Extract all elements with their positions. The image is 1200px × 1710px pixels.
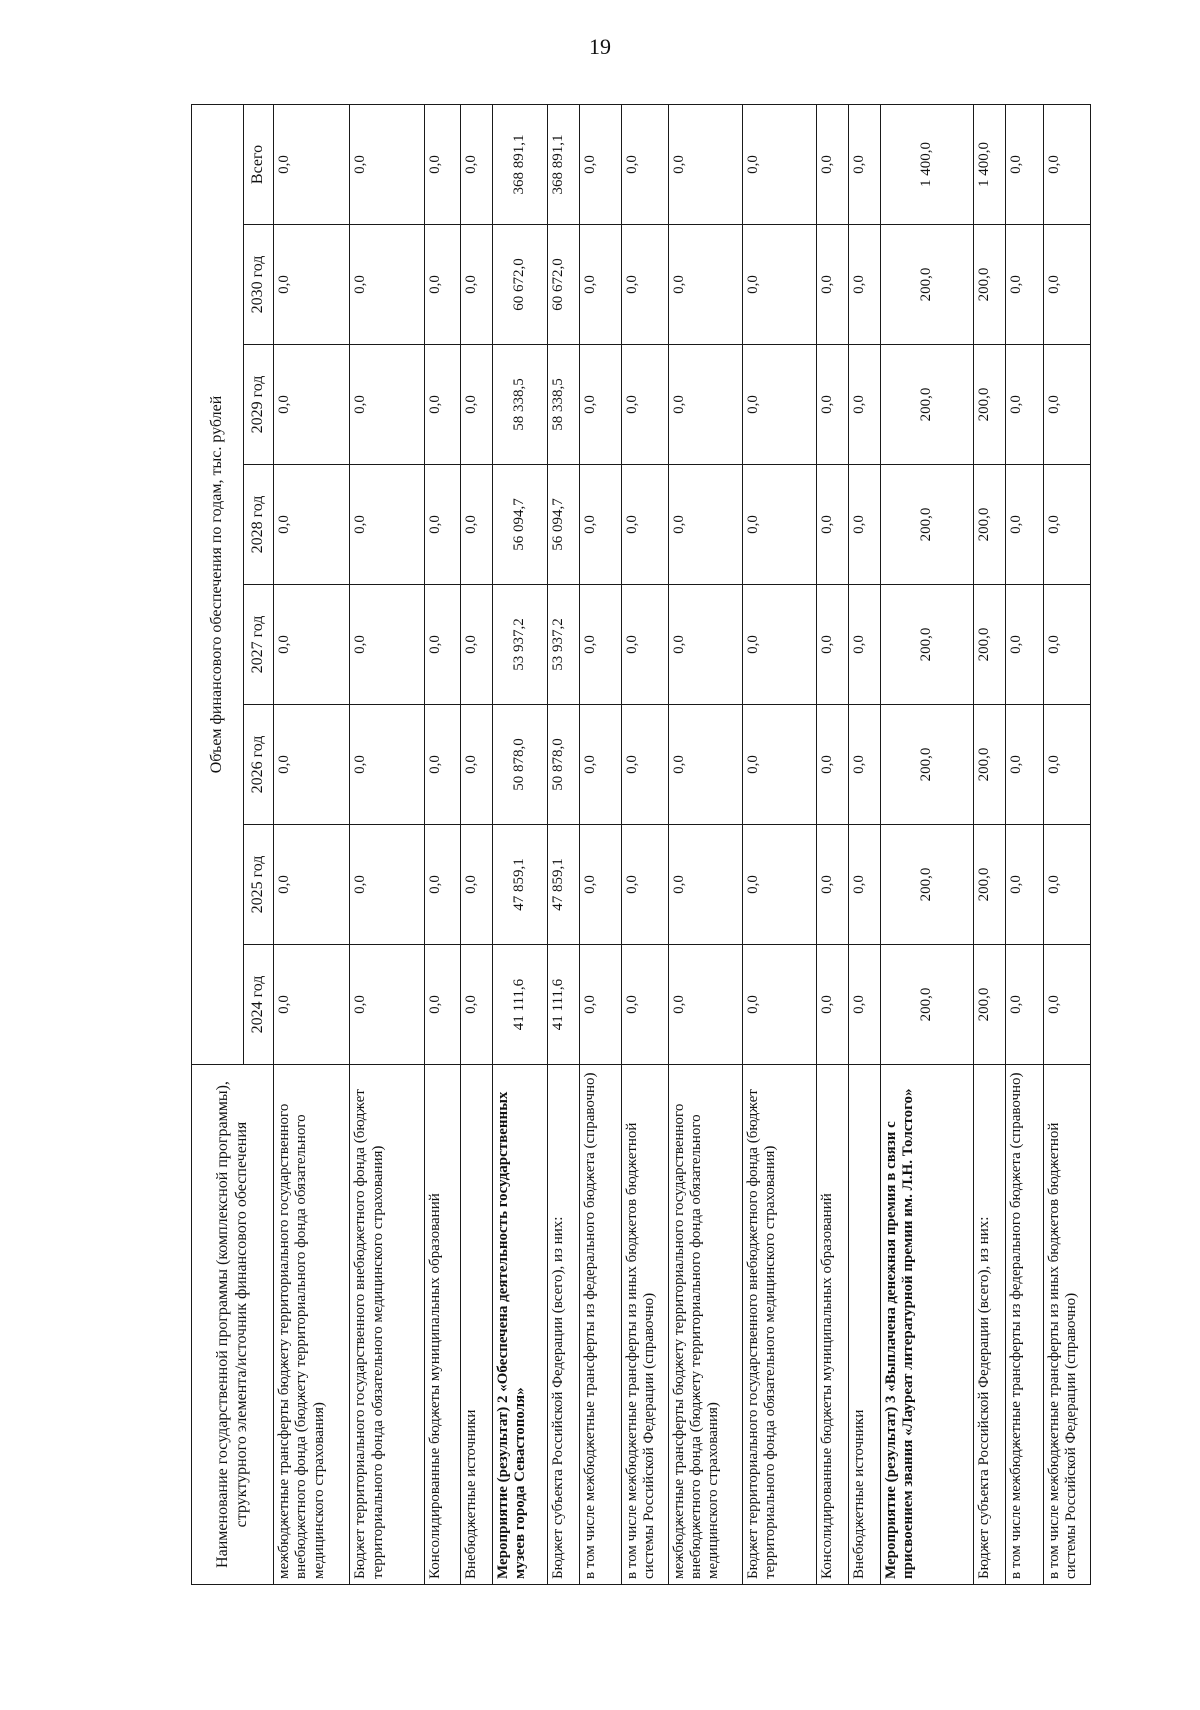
year-header: 2030 год [244, 225, 274, 345]
value-cell: 0,0 [350, 825, 424, 945]
table-row [849, 104, 881, 1584]
value-cell: 0,0 [350, 585, 424, 705]
table-body [274, 104, 1091, 1584]
activity-row [880, 104, 973, 1584]
value-cell: 0,0 [849, 705, 881, 825]
value-cell: 0,0 [460, 945, 492, 1065]
year-header: 2028 год [244, 465, 274, 585]
value-cell: 0,0 [621, 705, 668, 825]
table-header [192, 104, 274, 1584]
value-cell: 0,0 [579, 825, 621, 945]
value-cell: 60 672,0 [492, 225, 547, 345]
row-name-cell: Бюджет субъекта Российской Федерации (всего), из них: [974, 1065, 1006, 1585]
year-header: 2029 год [244, 345, 274, 465]
value-cell: 0,0 [742, 225, 816, 345]
value-cell: 0,0 [668, 705, 742, 825]
value-cell: 0,0 [621, 585, 668, 705]
value-cell: 0,0 [1044, 825, 1091, 945]
value-cell: 0,0 [668, 825, 742, 945]
table-row [424, 104, 460, 1584]
year-header: 2024 год [244, 945, 274, 1065]
total-cell: 368 891,1 [547, 104, 579, 224]
value-cell: 0,0 [668, 465, 742, 585]
value-cell: 50 878,0 [492, 705, 547, 825]
row-name-cell: Бюджет территориального государственного внебюджетного фонда (бюджет территориального фонда обязательного медицинского страхования) [350, 1065, 424, 1585]
value-cell: 0,0 [817, 585, 849, 705]
value-cell: 0,0 [579, 465, 621, 585]
value-cell: 41 111,6 [547, 945, 579, 1065]
value-cell: 0,0 [1044, 345, 1091, 465]
value-cell: 200,0 [880, 945, 973, 1065]
table-row [350, 104, 424, 1584]
value-cell: 0,0 [1044, 705, 1091, 825]
year-header: 2025 год [244, 825, 274, 945]
value-cell: 0,0 [817, 945, 849, 1065]
table-row [274, 104, 350, 1584]
value-cell: 47 859,1 [547, 825, 579, 945]
value-cell: 0,0 [460, 225, 492, 345]
table-row [668, 104, 742, 1584]
value-cell: 0,0 [1006, 225, 1044, 345]
value-cell: 41 111,6 [492, 945, 547, 1065]
total-cell: 0,0 [350, 104, 424, 224]
value-cell: 0,0 [1044, 585, 1091, 705]
value-cell: 200,0 [880, 345, 973, 465]
value-cell: 0,0 [424, 585, 460, 705]
value-cell: 0,0 [274, 345, 350, 465]
total-cell: 0,0 [621, 104, 668, 224]
value-cell: 0,0 [460, 585, 492, 705]
value-cell: 0,0 [742, 825, 816, 945]
value-cell: 0,0 [274, 705, 350, 825]
value-cell: 0,0 [1006, 705, 1044, 825]
value-cell: 0,0 [817, 345, 849, 465]
name-column-header: Наименование государственной программы (комплексной программы), структурного элемента/источник финансового обеспечения [192, 1065, 274, 1585]
total-cell: 368 891,1 [492, 104, 547, 224]
value-cell: 56 094,7 [492, 465, 547, 585]
value-cell: 0,0 [849, 225, 881, 345]
value-cell: 58 338,5 [547, 345, 579, 465]
page-number: 19 [589, 34, 611, 59]
row-name-cell: в том числе межбюджетные трансферты из федерального бюджета (справочно) [1006, 1065, 1044, 1585]
value-cell: 0,0 [350, 345, 424, 465]
value-cell: 0,0 [849, 945, 881, 1065]
value-cell: 0,0 [424, 945, 460, 1065]
value-cell: 200,0 [974, 945, 1006, 1065]
table-row [817, 104, 849, 1584]
table-row [1044, 104, 1091, 1584]
value-cell: 0,0 [1006, 825, 1044, 945]
value-cell: 58 338,5 [492, 345, 547, 465]
value-cell: 200,0 [880, 585, 973, 705]
value-cell: 0,0 [817, 705, 849, 825]
table-row [621, 104, 668, 1584]
total-header: Всего [244, 104, 274, 224]
row-name-cell: межбюджетные трансферты бюджету территориального государственного внебюджетного фонда (бюджету территориального фонда обязательного медицинского страхования) [274, 1065, 350, 1585]
funding-table [191, 104, 1091, 1585]
row-name-cell: Консолидированные бюджеты муниципальных образований [817, 1065, 849, 1585]
value-cell: 0,0 [1044, 465, 1091, 585]
value-cell: 0,0 [849, 585, 881, 705]
value-cell: 200,0 [880, 705, 973, 825]
value-cell: 53 937,2 [492, 585, 547, 705]
value-cell: 0,0 [1006, 945, 1044, 1065]
value-cell: 0,0 [668, 585, 742, 705]
value-cell: 200,0 [974, 705, 1006, 825]
volume-header: Объем финансового обеспечения по годам, тыс. рублей [192, 104, 244, 1064]
row-name-cell: межбюджетные трансферты бюджету территориального государственного внебюджетного фонда (бюджету территориального фонда обязательного медицинского страхования) [668, 1065, 742, 1585]
value-cell: 0,0 [350, 225, 424, 345]
table-row [579, 104, 621, 1584]
total-cell: 0,0 [274, 104, 350, 224]
value-cell: 0,0 [742, 945, 816, 1065]
value-cell: 0,0 [274, 225, 350, 345]
year-header: 2027 год [244, 585, 274, 705]
total-cell: 0,0 [460, 104, 492, 224]
row-name-cell: Бюджет территориального государственного внебюджетного фонда (бюджет территориального фонда обязательного медицинского страхования) [742, 1065, 816, 1585]
value-cell: 0,0 [621, 945, 668, 1065]
table-row [742, 104, 816, 1584]
total-cell: 0,0 [742, 104, 816, 224]
row-name-cell: Внебюджетные источники [460, 1065, 492, 1585]
value-cell: 0,0 [817, 465, 849, 585]
total-cell: 1 400,0 [880, 104, 973, 224]
value-cell: 0,0 [579, 585, 621, 705]
value-cell: 0,0 [424, 465, 460, 585]
value-cell: 0,0 [668, 345, 742, 465]
value-cell: 0,0 [350, 465, 424, 585]
total-cell: 0,0 [668, 104, 742, 224]
value-cell: 0,0 [1006, 345, 1044, 465]
total-cell: 0,0 [424, 104, 460, 224]
value-cell: 0,0 [1044, 225, 1091, 345]
table-row [974, 104, 1006, 1584]
value-cell: 0,0 [621, 825, 668, 945]
value-cell: 56 094,7 [547, 465, 579, 585]
row-name-cell: Консолидированные бюджеты муниципальных образований [424, 1065, 460, 1585]
value-cell: 0,0 [460, 465, 492, 585]
value-cell: 0,0 [621, 465, 668, 585]
value-cell: 0,0 [350, 945, 424, 1065]
value-cell: 0,0 [424, 825, 460, 945]
row-name-cell: Мероприятие (результат) 2 «Обеспечена деятельность государственных музеев города Севастополя» [492, 1065, 547, 1585]
value-cell: 53 937,2 [547, 585, 579, 705]
row-name-cell: Внебюджетные источники [849, 1065, 881, 1585]
value-cell: 0,0 [1006, 465, 1044, 585]
total-cell: 0,0 [817, 104, 849, 224]
value-cell: 0,0 [668, 945, 742, 1065]
row-name-cell: в том числе межбюджетные трансферты из иных бюджетов бюджетной системы Российской Федерации (справочно) [621, 1065, 668, 1585]
total-cell: 0,0 [1044, 104, 1091, 224]
table-row [460, 104, 492, 1584]
value-cell: 60 672,0 [547, 225, 579, 345]
value-cell: 0,0 [621, 225, 668, 345]
value-cell: 0,0 [460, 825, 492, 945]
value-cell: 0,0 [424, 705, 460, 825]
value-cell: 0,0 [579, 345, 621, 465]
value-cell: 0,0 [1044, 945, 1091, 1065]
value-cell: 0,0 [579, 225, 621, 345]
value-cell: 0,0 [817, 825, 849, 945]
value-cell: 0,0 [424, 225, 460, 345]
value-cell: 0,0 [742, 345, 816, 465]
value-cell: 50 878,0 [547, 705, 579, 825]
table-row [1006, 104, 1044, 1584]
value-cell: 200,0 [974, 825, 1006, 945]
total-cell: 1 400,0 [974, 104, 1006, 224]
value-cell: 200,0 [880, 825, 973, 945]
value-cell: 0,0 [668, 225, 742, 345]
value-cell: 0,0 [742, 465, 816, 585]
value-cell: 200,0 [974, 225, 1006, 345]
value-cell: 0,0 [742, 705, 816, 825]
row-name-cell: Бюджет субъекта Российской Федерации (всего), из них: [547, 1065, 579, 1585]
value-cell: 0,0 [621, 345, 668, 465]
value-cell: 0,0 [742, 585, 816, 705]
total-cell: 0,0 [849, 104, 881, 224]
value-cell: 200,0 [880, 225, 973, 345]
value-cell: 0,0 [849, 825, 881, 945]
value-cell: 0,0 [274, 945, 350, 1065]
total-cell: 0,0 [579, 104, 621, 224]
value-cell: 0,0 [274, 825, 350, 945]
value-cell: 0,0 [579, 705, 621, 825]
activity-row [492, 104, 547, 1584]
value-cell: 0,0 [460, 705, 492, 825]
value-cell: 0,0 [274, 465, 350, 585]
table-row [547, 104, 579, 1584]
value-cell: 0,0 [274, 585, 350, 705]
value-cell: 0,0 [350, 705, 424, 825]
row-name-cell: в том числе межбюджетные трансферты из федерального бюджета (справочно) [579, 1065, 621, 1585]
value-cell: 200,0 [974, 585, 1006, 705]
value-cell: 0,0 [849, 345, 881, 465]
value-cell: 0,0 [579, 945, 621, 1065]
value-cell: 0,0 [460, 345, 492, 465]
year-header: 2026 год [244, 705, 274, 825]
value-cell: 0,0 [817, 225, 849, 345]
total-cell: 0,0 [1006, 104, 1044, 224]
row-name-cell: Мероприятие (результат) 3 «Выплачена денежная премия в связи с присвоением звания «Лауреат литературной премии им. Л.Н. Толстого» [880, 1065, 973, 1585]
value-cell: 0,0 [849, 465, 881, 585]
value-cell: 0,0 [1006, 585, 1044, 705]
rotated-table-container [191, 105, 1091, 1585]
row-name-cell: в том числе межбюджетные трансферты из иных бюджетов бюджетной системы Российской Федерации (справочно) [1044, 1065, 1091, 1585]
value-cell: 200,0 [880, 465, 973, 585]
value-cell: 47 859,1 [492, 825, 547, 945]
value-cell: 0,0 [424, 345, 460, 465]
value-cell: 200,0 [974, 345, 1006, 465]
value-cell: 200,0 [974, 465, 1006, 585]
